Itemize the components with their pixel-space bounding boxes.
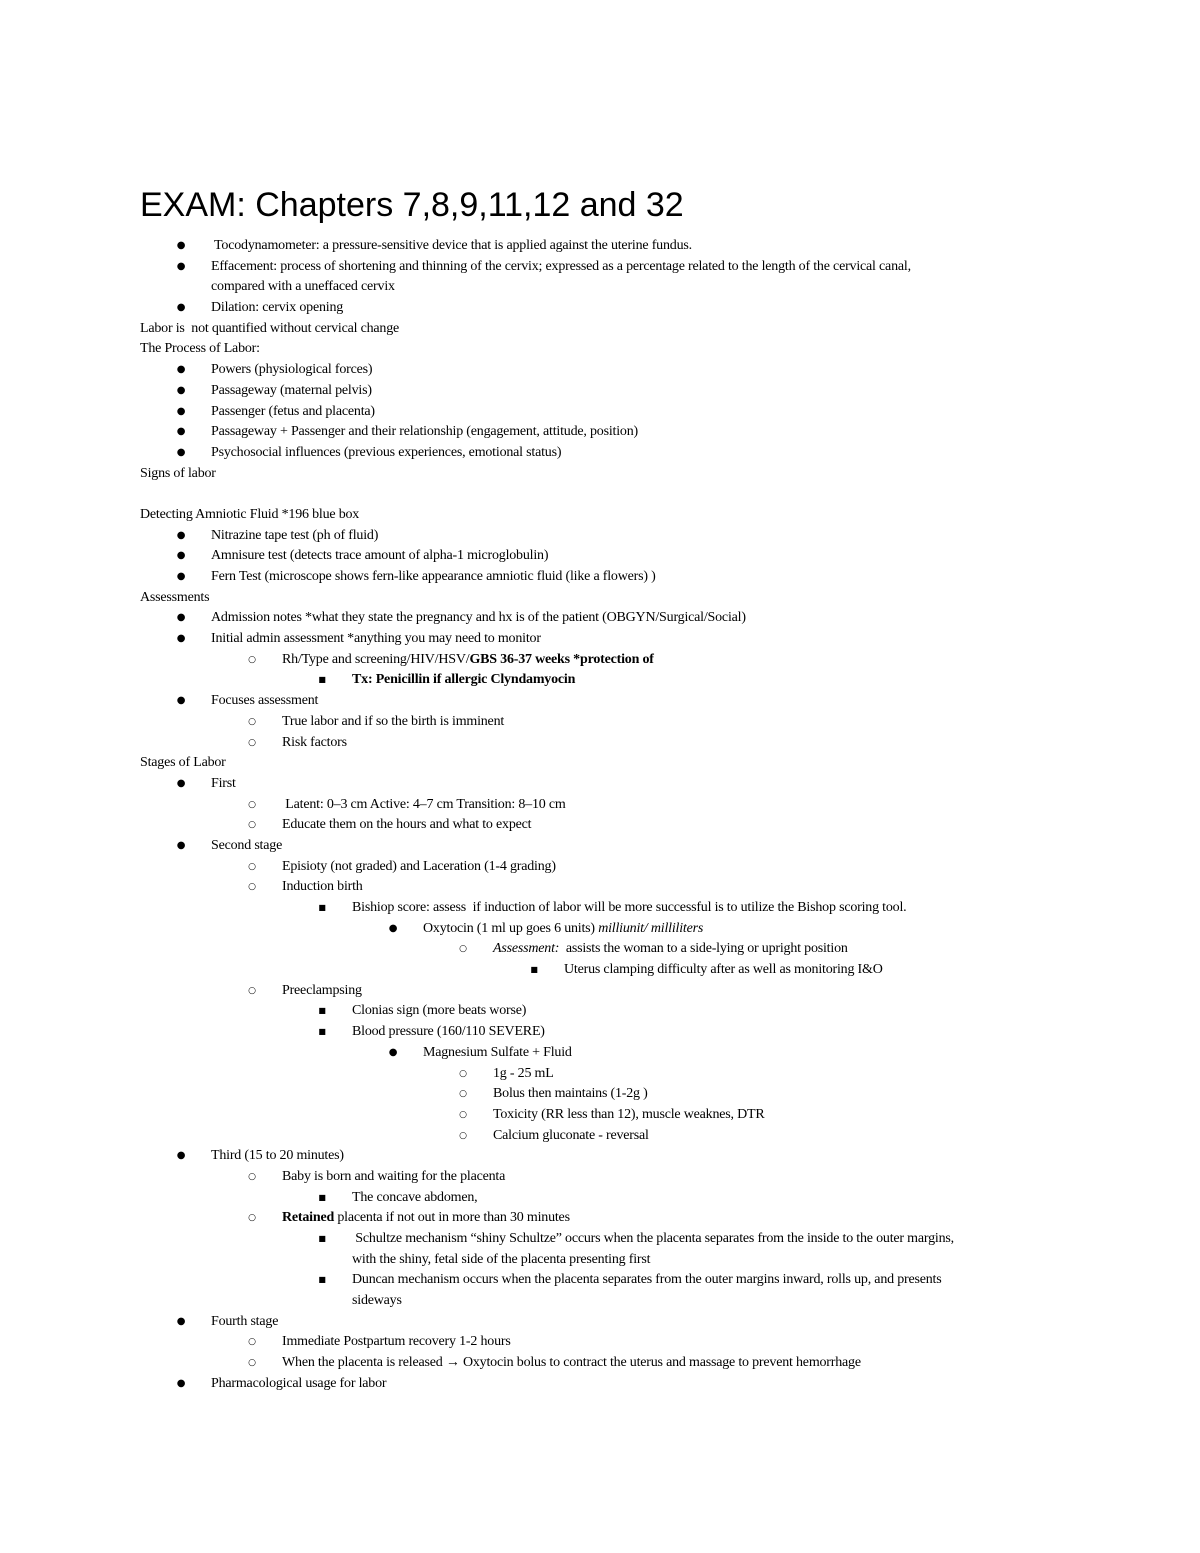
list-item bbox=[0, 960, 1200, 981]
text-run: Preeclampsing bbox=[282, 982, 362, 998]
circle-bullet-icon: ○ bbox=[248, 737, 256, 748]
list-item bbox=[0, 981, 1200, 1002]
list-item-text bbox=[352, 1001, 526, 1022]
bullet-bullet-icon: ● bbox=[176, 550, 186, 562]
circle-bullet-icon: ○ bbox=[248, 882, 256, 893]
square-bullet-icon: ■ bbox=[318, 675, 326, 685]
text-run: Assessments bbox=[140, 589, 210, 605]
text-run: Third (15 to 20 minutes) bbox=[211, 1148, 344, 1164]
list-item bbox=[0, 877, 1200, 898]
list-item bbox=[0, 608, 1200, 629]
list-item-text bbox=[211, 567, 656, 588]
list-item bbox=[0, 1353, 1200, 1374]
circle-bullet-icon: ○ bbox=[248, 1213, 256, 1224]
bullet-bullet-icon: ● bbox=[176, 446, 186, 458]
list-item bbox=[0, 1332, 1200, 1353]
text-run: Schultze mechanism “shiny Schultze” occurs when the placenta separates from the inside to the outer margins, bbox=[352, 1231, 954, 1246]
square-bullet-icon: ■ bbox=[530, 965, 538, 975]
list-item-text bbox=[352, 1188, 477, 1209]
text-run: Second stage bbox=[211, 837, 283, 853]
list-item-text bbox=[211, 546, 548, 567]
list-item-text bbox=[282, 733, 347, 754]
list-item bbox=[0, 795, 1200, 816]
list-item bbox=[0, 588, 1200, 609]
list-item-text bbox=[211, 277, 395, 298]
list-item bbox=[0, 712, 1200, 733]
list-item bbox=[0, 567, 1200, 588]
text-run: Fourth stage bbox=[211, 1313, 279, 1329]
list-item bbox=[0, 257, 1200, 278]
list-item bbox=[0, 360, 1200, 381]
list-item bbox=[0, 939, 1200, 960]
list-item bbox=[0, 753, 1200, 774]
list-item bbox=[0, 836, 1200, 857]
list-item-text bbox=[211, 402, 375, 423]
text-run: Fern Test (microscope shows fern-like appearance amniotic fluid (like a flowers) ) bbox=[211, 569, 656, 584]
circle-bullet-icon: ○ bbox=[248, 1358, 256, 1369]
bullet-bullet-icon: ● bbox=[176, 529, 186, 541]
text-run: Risk factors bbox=[282, 734, 347, 750]
text-run: Educate them on the hours and what to expect bbox=[282, 817, 532, 833]
text-run: Episioty (not graded) and Laceration (1-4 grading) bbox=[282, 858, 556, 874]
square-bullet-icon: ■ bbox=[318, 1275, 326, 1285]
list-item bbox=[0, 1208, 1200, 1229]
list-item bbox=[0, 236, 1200, 257]
text-run: GBS 36-37 weeks *protection of bbox=[469, 651, 654, 667]
bullet-bullet-icon: ● bbox=[176, 384, 186, 396]
text-run: Assessment: bbox=[493, 941, 566, 957]
list-item-text bbox=[211, 422, 638, 443]
list-item-text bbox=[282, 857, 556, 878]
list-item-text bbox=[282, 981, 362, 1002]
list-item bbox=[0, 898, 1200, 919]
list-item-text bbox=[423, 919, 703, 940]
list-item-text bbox=[211, 608, 746, 629]
text-run: True labor and if so the birth is imminent bbox=[282, 713, 505, 729]
list-item bbox=[0, 1291, 1200, 1312]
list-item bbox=[0, 546, 1200, 567]
list-item-text bbox=[352, 1229, 954, 1250]
circle-bullet-icon: ○ bbox=[248, 861, 256, 872]
text-run: Passageway + Passenger and their relationship (engagement, attitude, position) bbox=[211, 424, 638, 440]
bullet-bullet-icon: ● bbox=[176, 1377, 186, 1389]
text-run: Passenger (fetus and placenta) bbox=[211, 403, 375, 419]
list-item-text bbox=[211, 1312, 278, 1333]
text-run: The concave abdomen, bbox=[352, 1189, 478, 1205]
text-run: Uterus clamping difficulty after as well as monitoring I&O bbox=[564, 962, 883, 978]
text-run: Admission notes *what they state the pregnancy and hx is of the patient (OBGYN/Surgical/Social) bbox=[211, 610, 746, 626]
circle-bullet-icon: ○ bbox=[248, 716, 256, 727]
list-item-text bbox=[282, 1332, 511, 1353]
list-item-text bbox=[352, 1270, 942, 1291]
list-item-text bbox=[140, 588, 209, 609]
document-title: EXAM: Chapters 7,8,9,11,12 and 32 bbox=[140, 186, 684, 224]
list-item-text bbox=[282, 1208, 570, 1229]
list-item-text bbox=[140, 505, 359, 526]
list-item bbox=[0, 919, 1200, 940]
list-item-text bbox=[282, 1353, 861, 1374]
list-item bbox=[0, 1146, 1200, 1167]
list-item-text bbox=[352, 1250, 650, 1271]
bullet-bullet-icon: ● bbox=[176, 633, 186, 645]
list-item-text bbox=[493, 1084, 648, 1105]
text-run: Tx: Penicillin if allergic Clyndamyocin bbox=[352, 672, 576, 688]
bullet-bullet-icon: ● bbox=[176, 405, 186, 417]
text-run: milliunit/ milliliters bbox=[598, 920, 704, 936]
text-run: Retained bbox=[282, 1210, 335, 1226]
bullet-bullet-icon: ● bbox=[176, 612, 186, 624]
bullet-bullet-icon: ● bbox=[176, 364, 186, 376]
list-item-text bbox=[493, 1105, 765, 1126]
list-item-text bbox=[211, 1146, 344, 1167]
text-run: compared with a uneffaced cervix bbox=[211, 279, 395, 295]
text-run: Nitrazine tape test (ph of fluid) bbox=[211, 527, 379, 543]
list-item-text bbox=[211, 629, 541, 650]
text-run: Baby is born and waiting for the placenta bbox=[282, 1168, 506, 1184]
list-item bbox=[0, 1043, 1200, 1064]
text-run: Oxytocin (1 ml up goes 6 units) bbox=[423, 920, 599, 936]
list-item bbox=[0, 857, 1200, 878]
list-item bbox=[0, 484, 1200, 505]
bullet-bullet-icon: ● bbox=[176, 571, 186, 582]
text-run: assists the woman to a side-lying or upright position bbox=[565, 941, 848, 957]
list-item bbox=[0, 505, 1200, 526]
list-item-text bbox=[352, 1022, 545, 1043]
square-bullet-icon: ■ bbox=[318, 1006, 326, 1016]
text-run: Latent: 0–3 cm Active: 4–7 cm Transition: 8–10 cm bbox=[282, 796, 566, 812]
bullet-bullet-icon: ● bbox=[176, 1150, 186, 1162]
list-item bbox=[0, 1167, 1200, 1188]
list-item-text bbox=[140, 339, 260, 360]
text-run: Powers (physiological forces) bbox=[211, 362, 373, 378]
list-item-text bbox=[352, 898, 906, 919]
list-item-text bbox=[282, 815, 531, 836]
list-item bbox=[0, 277, 1200, 298]
text-run: The Process of Labor: bbox=[140, 341, 260, 357]
square-bullet-icon: ■ bbox=[318, 1234, 326, 1243]
text-run: Dilation: cervix opening bbox=[211, 300, 344, 316]
list-item-text bbox=[493, 1126, 649, 1147]
bullet-bullet-icon: ● bbox=[388, 1046, 398, 1058]
text-run: Passageway (maternal pelvis) bbox=[211, 382, 372, 398]
list-item-text bbox=[211, 1374, 386, 1395]
circle-bullet-icon: ○ bbox=[248, 1171, 256, 1182]
list-item-text bbox=[211, 836, 282, 857]
circle-bullet-icon: ○ bbox=[248, 799, 256, 810]
text-run: When the placenta is released → Oxytocin bolus to contract the uterus and massage to prevent hemorrhage bbox=[282, 1355, 861, 1371]
bullet-bullet-icon: ● bbox=[176, 695, 186, 707]
circle-bullet-icon: ○ bbox=[459, 1068, 467, 1079]
list-item bbox=[0, 1084, 1200, 1105]
list-item-text bbox=[352, 670, 575, 691]
list-item-text bbox=[140, 753, 226, 774]
list-item bbox=[0, 319, 1200, 340]
list-item-text bbox=[282, 795, 566, 816]
text-run: Labor is not quantified without cervical change bbox=[140, 320, 400, 336]
bullet-bullet-icon: ● bbox=[176, 302, 186, 314]
list-item bbox=[0, 629, 1200, 650]
circle-bullet-icon: ○ bbox=[248, 1337, 256, 1348]
list-item-text bbox=[282, 877, 363, 898]
list-item-text bbox=[282, 650, 654, 671]
list-item-text bbox=[211, 236, 692, 257]
list-item-text bbox=[211, 526, 378, 547]
text-run: Signs of labor bbox=[140, 465, 216, 481]
list-item-text bbox=[211, 298, 343, 319]
circle-bullet-icon: ○ bbox=[459, 1109, 467, 1120]
list-item bbox=[0, 650, 1200, 671]
text-run: Stages of Labor bbox=[140, 755, 226, 771]
text-run: sideways bbox=[352, 1293, 402, 1309]
bullet-bullet-icon: ● bbox=[176, 839, 186, 851]
list-item-text bbox=[493, 939, 848, 960]
list-item bbox=[0, 1270, 1200, 1291]
list-item bbox=[0, 1312, 1200, 1333]
list-item bbox=[0, 1105, 1200, 1126]
list-item-text bbox=[211, 691, 318, 712]
list-item-text bbox=[423, 1043, 572, 1064]
list-item bbox=[0, 526, 1200, 547]
list-item-text bbox=[211, 360, 372, 381]
list-item-text bbox=[282, 712, 504, 733]
list-item bbox=[0, 733, 1200, 754]
text-run: Toxicity (RR less than 12), muscle weaknes, DTR bbox=[493, 1106, 765, 1122]
list-item-text bbox=[140, 319, 399, 340]
text-run: Bishiop score: assess if induction of labor will be more successful is to utilize the Bishop scoring tool. bbox=[352, 900, 907, 915]
list-item bbox=[0, 1126, 1200, 1147]
text-run: Amnisure test (detects trace amount of alpha-1 microglobulin) bbox=[211, 548, 549, 564]
text-run: 1g - 25 mL bbox=[493, 1065, 554, 1081]
list-item bbox=[0, 1250, 1200, 1271]
list-item bbox=[0, 774, 1200, 795]
list-item-text bbox=[211, 443, 561, 464]
text-run: Induction birth bbox=[282, 879, 363, 895]
list-item-text bbox=[352, 1291, 402, 1312]
text-run: Pharmacological usage for labor bbox=[211, 1375, 387, 1391]
square-bullet-icon: ■ bbox=[318, 903, 326, 912]
list-item-text bbox=[564, 960, 883, 981]
square-bullet-icon: ■ bbox=[318, 1027, 326, 1037]
list-item-text bbox=[493, 1064, 554, 1085]
text-run: Bolus then maintains (1-2g ) bbox=[493, 1086, 648, 1102]
text-run: Psychosocial influences (previous experiences, emotional status) bbox=[211, 444, 562, 460]
text-run: Magnesium Sulfate + Fluid bbox=[423, 1044, 572, 1060]
list-item-text bbox=[211, 381, 372, 402]
text-run: Rh/Type and screening/HIV/HSV/ bbox=[282, 651, 470, 667]
text-run: First bbox=[211, 775, 236, 791]
list-item bbox=[0, 298, 1200, 319]
list-item bbox=[0, 1064, 1200, 1085]
text-run: Duncan mechanism occurs when the placenta separates from the outer margins inward, rolls up, and presents bbox=[352, 1272, 942, 1288]
bullet-bullet-icon: ● bbox=[176, 777, 186, 789]
list-item bbox=[0, 1001, 1200, 1022]
text-run: Initial admin assessment *anything you may need to monitor bbox=[211, 631, 541, 647]
square-bullet-icon: ■ bbox=[318, 1192, 326, 1202]
text-run: Detecting Amniotic Fluid *196 blue box bbox=[140, 506, 360, 522]
text-run: with the shiny, fetal side of the placenta presenting first bbox=[352, 1251, 651, 1267]
text-run: Focuses assessment bbox=[211, 693, 319, 709]
list-item bbox=[0, 1374, 1200, 1395]
document-body bbox=[0, 236, 1200, 1395]
bullet-bullet-icon: ● bbox=[176, 240, 186, 251]
list-item bbox=[0, 1229, 1200, 1250]
list-item bbox=[0, 691, 1200, 712]
circle-bullet-icon: ○ bbox=[459, 944, 467, 955]
text-run: Clonias sign (more beats worse) bbox=[352, 1003, 527, 1019]
list-item-text bbox=[140, 464, 216, 485]
text-run: Tocodynamometer: a pressure-sensitive device that is applied against the uterine fundus. bbox=[211, 238, 692, 253]
list-item-text bbox=[211, 774, 236, 795]
list-item bbox=[0, 1022, 1200, 1043]
circle-bullet-icon: ○ bbox=[248, 654, 256, 665]
list-item bbox=[0, 815, 1200, 836]
list-item bbox=[0, 422, 1200, 443]
circle-bullet-icon: ○ bbox=[248, 820, 256, 831]
bullet-bullet-icon: ● bbox=[176, 1315, 186, 1327]
list-item-text bbox=[282, 1167, 505, 1188]
text-run: placenta if not out in more than 30 minutes bbox=[334, 1210, 570, 1226]
list-item bbox=[0, 670, 1200, 691]
circle-bullet-icon: ○ bbox=[459, 1130, 467, 1141]
list-item bbox=[0, 443, 1200, 464]
text-run: Effacement: process of shortening and thinning of the cervix; expressed as a percentage related to the length of the cervical canal, bbox=[211, 258, 911, 274]
list-item-text bbox=[211, 257, 911, 278]
circle-bullet-icon: ○ bbox=[248, 985, 256, 996]
text-run: Calcium gluconate - reversal bbox=[493, 1127, 649, 1143]
circle-bullet-icon: ○ bbox=[459, 1089, 467, 1100]
text-run: Blood pressure (160/110 SEVERE) bbox=[352, 1024, 545, 1040]
text-run: Immediate Postpartum recovery 1-2 hours bbox=[282, 1334, 511, 1350]
list-item bbox=[0, 381, 1200, 402]
list-item bbox=[0, 339, 1200, 360]
bullet-bullet-icon: ● bbox=[176, 426, 186, 438]
bullet-bullet-icon: ● bbox=[388, 922, 398, 934]
list-item bbox=[0, 402, 1200, 423]
bullet-bullet-icon: ● bbox=[176, 260, 186, 272]
list-item bbox=[0, 464, 1200, 485]
list-item bbox=[0, 1188, 1200, 1209]
